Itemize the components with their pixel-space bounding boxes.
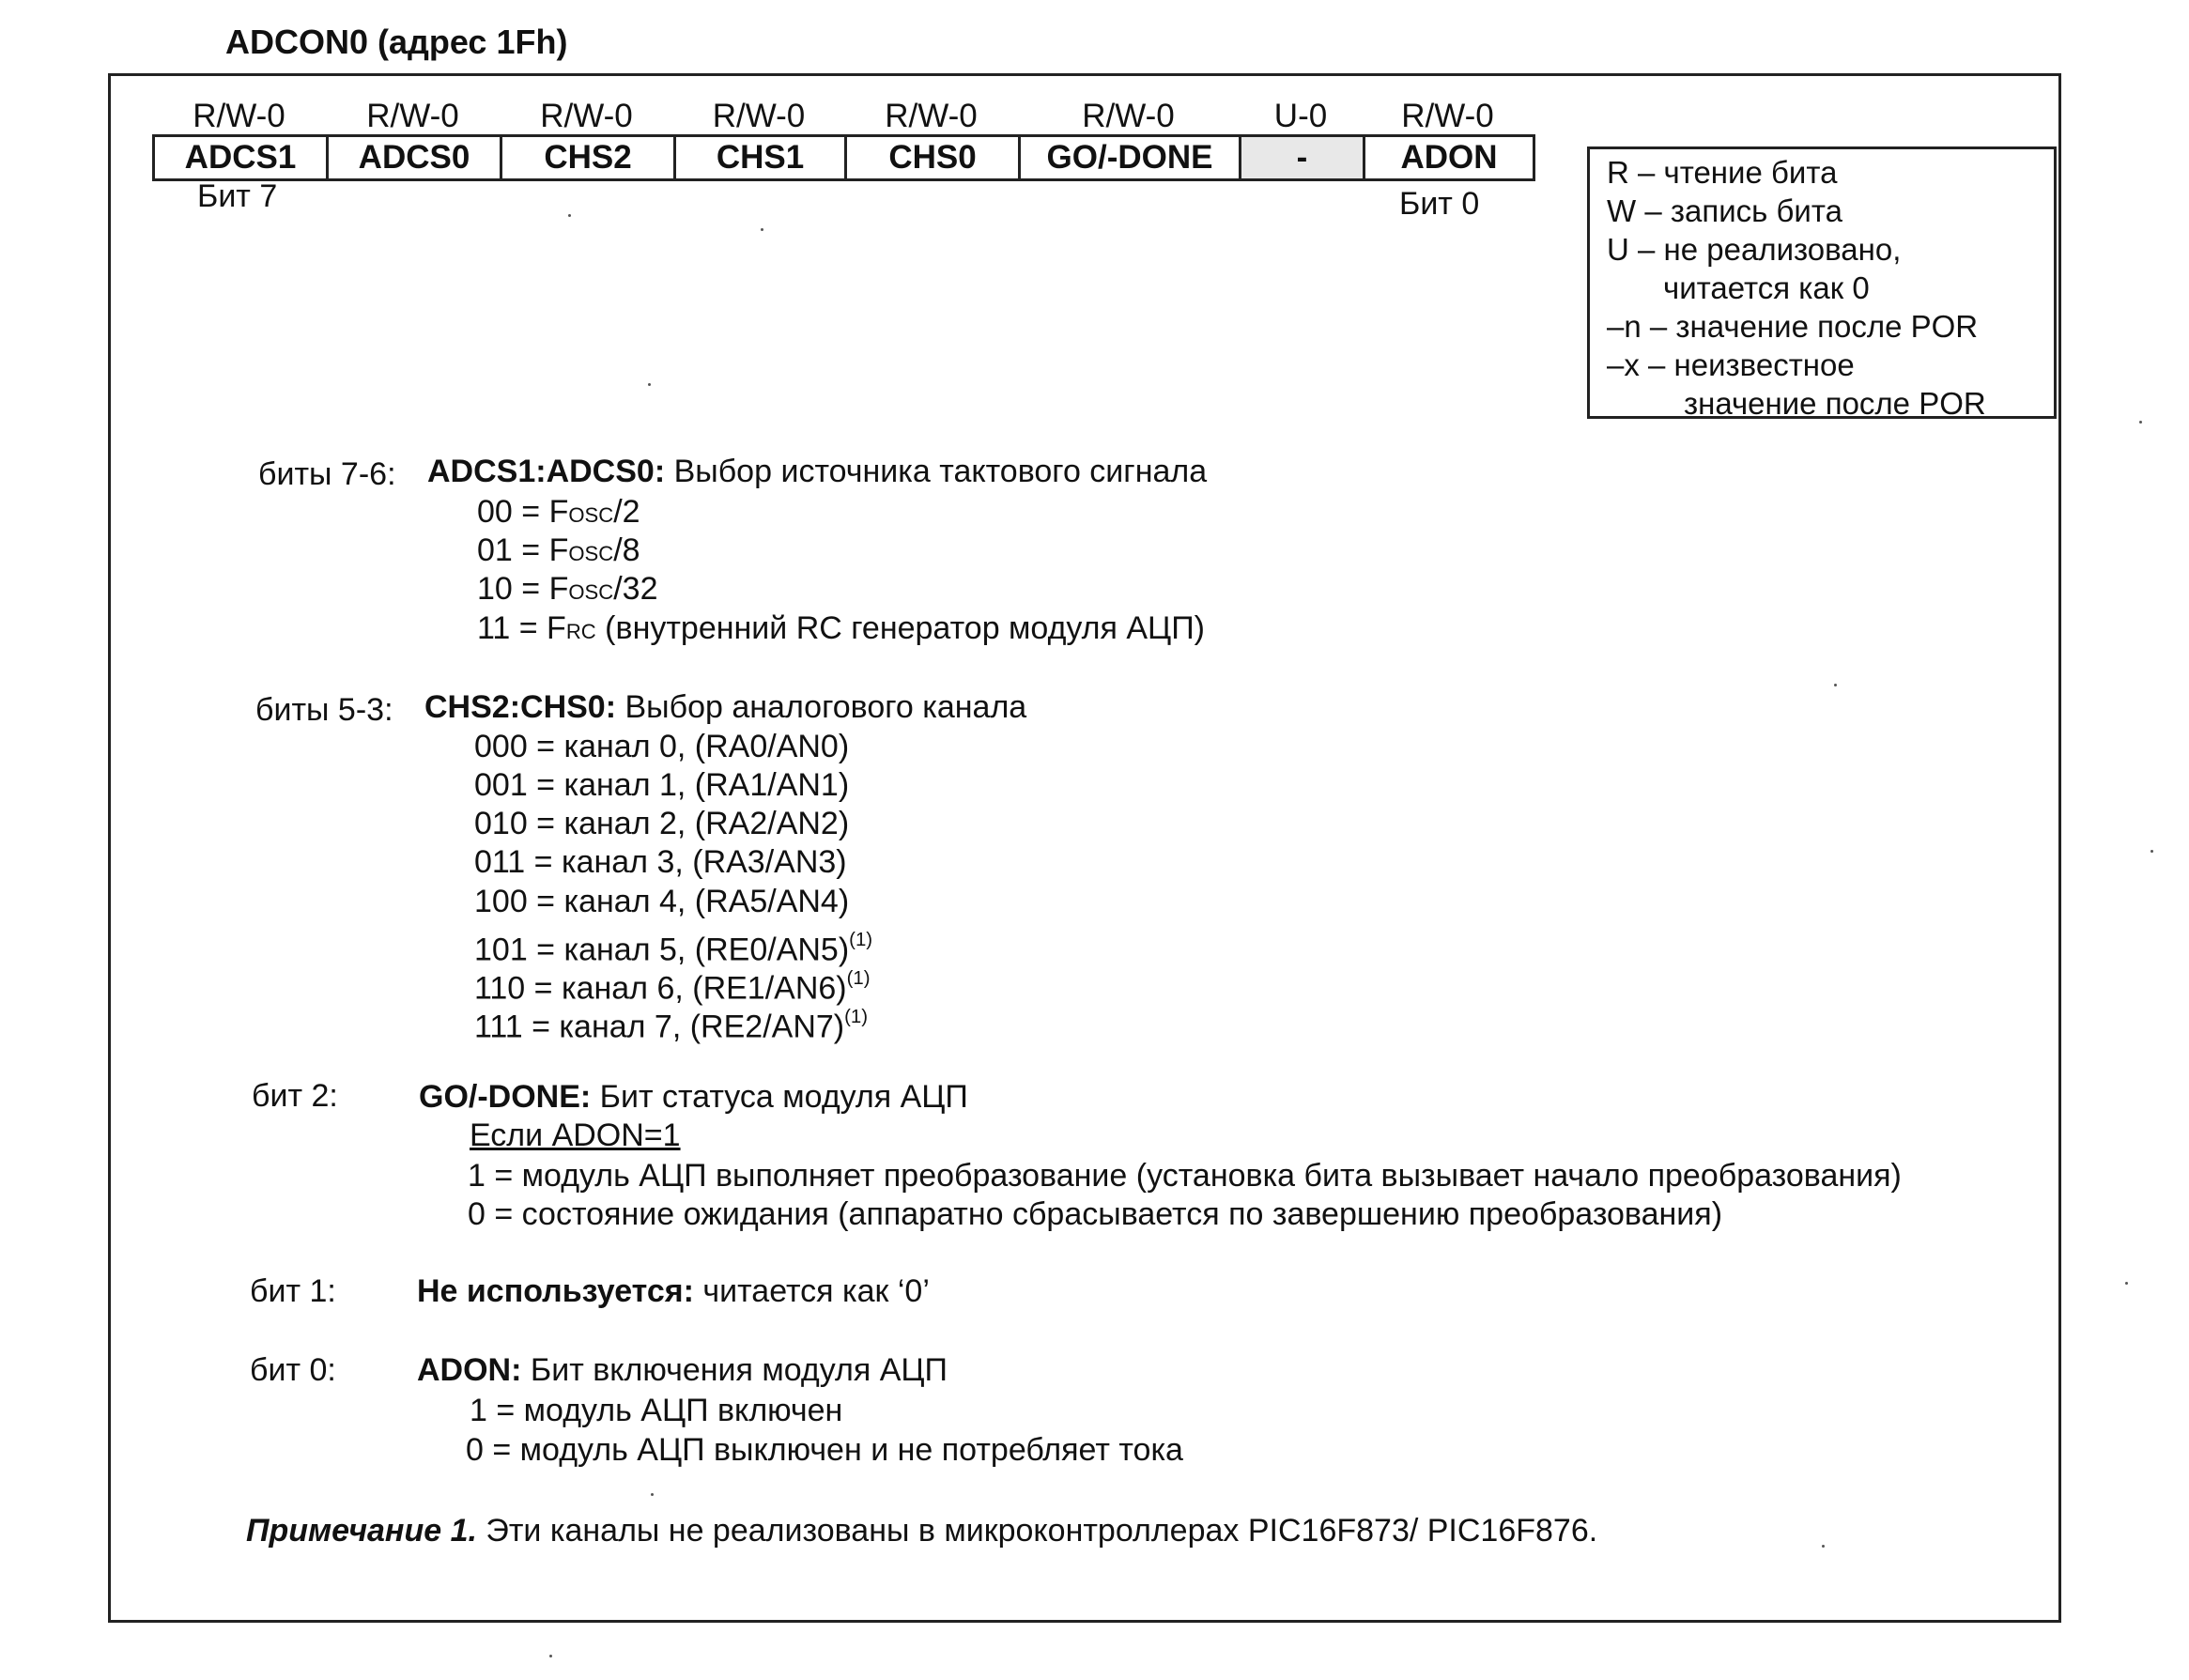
access-label: R/W-0: [366, 98, 459, 134]
section-label: биты 7-6:: [258, 456, 396, 492]
option-line: 000 = канал 0, (RA0/AN0): [474, 729, 850, 764]
section-label: бит 1:: [250, 1273, 336, 1309]
section-label: бит 2:: [252, 1078, 338, 1114]
bit0-label: Бит 0: [1399, 186, 1480, 222]
option-line: [477, 532, 640, 573]
option-line: 1 = модуль АЦП включен: [470, 1393, 843, 1428]
option-text: 101 = канал 5, (RE0/AN5): [474, 932, 850, 968]
legend-line: значение после POR: [1684, 386, 1986, 421]
bit-cell-chs0: CHS0: [846, 136, 1020, 180]
footnote: [246, 1512, 1597, 1550]
option-subscript: RC: [565, 620, 596, 643]
option-text: /8: [613, 532, 640, 568]
field-description: Выбор источника тактового сигнала: [673, 454, 1208, 489]
field-name: Не используется:: [417, 1273, 694, 1309]
scan-speck: [549, 1655, 552, 1657]
scan-speck: [648, 383, 651, 386]
section-heading: [419, 1078, 968, 1117]
bit-cell-go-done: GO/-DONE: [1020, 136, 1241, 180]
option-line: 001 = канал 1, (RA1/AN1): [474, 767, 850, 803]
option-text: 10 = F: [477, 571, 569, 607]
section-label: бит 0:: [250, 1352, 336, 1388]
bit-cell-adcs1: ADCS1: [154, 136, 328, 180]
option-text: (внутренний RC генератор модуля АЦП): [595, 610, 1205, 646]
scan-speck: [761, 228, 763, 231]
option-line: 0 = модуль АЦП выключен и не потребляет тока: [466, 1432, 1183, 1468]
section-heading: [417, 1272, 930, 1311]
access-label: R/W-0: [1401, 98, 1494, 134]
footnote-label: Примечание 1.: [246, 1513, 477, 1549]
footnote-mark: (1): [846, 968, 871, 989]
access-label: U-0: [1273, 98, 1328, 134]
option-subscript: OSC: [568, 580, 614, 604]
option-subscript: OSC: [568, 542, 614, 565]
bit-row: [154, 136, 1534, 180]
option-subscript: OSC: [568, 503, 614, 527]
section-heading: [427, 453, 1207, 491]
option-text: 11 = F: [477, 610, 566, 646]
option-text: 110 = канал 6, (RE1/AN6): [474, 970, 847, 1007]
field-description: Бит статуса модуля АЦП: [599, 1079, 968, 1115]
scan-speck: [2139, 421, 2142, 424]
option-text: /2: [613, 494, 640, 530]
option-line: 011 = канал 3, (RA3/AN3): [474, 844, 847, 880]
scan-speck: [2125, 1282, 2128, 1285]
option-line: [477, 570, 658, 611]
bit-cell-adcs0: ADCS0: [328, 136, 501, 180]
scan-speck: [568, 214, 571, 217]
access-label: R/W-0: [1082, 98, 1175, 134]
section-heading: [417, 1351, 948, 1390]
legend-box: [1587, 146, 2057, 419]
legend-line: –x – неизвестное: [1607, 347, 1855, 382]
bit-cell-chs2: CHS2: [501, 136, 675, 180]
bit-cell-chs1: CHS1: [675, 136, 846, 180]
option-text: /32: [613, 571, 658, 607]
condition-line: Если ADON=1: [470, 1117, 681, 1153]
option-text: 00 = F: [477, 494, 569, 530]
footnote-text: Эти каналы не реализованы в микроконтроллерах PIC16F873/ PIC16F876.: [486, 1513, 1598, 1549]
field-name: ADCS1:ADCS0:: [427, 454, 666, 489]
section-heading: [424, 688, 1026, 727]
legend-line: W – запись бита: [1607, 193, 1842, 228]
field-name: ADON:: [417, 1352, 522, 1388]
scan-speck: [2150, 850, 2153, 853]
scan-speck: [1822, 1545, 1825, 1548]
scan-speck: [1834, 684, 1837, 686]
legend-line: –n – значение после POR: [1607, 309, 1979, 344]
option-line: 0 = состояние ожидания (аппаратно сбрасывается по завершению преобразования): [468, 1196, 1723, 1232]
bit7-label: Бит 7: [197, 178, 278, 214]
option-line: 100 = канал 4, (RA5/AN4): [474, 884, 850, 919]
option-text: 01 = F: [477, 532, 569, 568]
scan-speck: [651, 1493, 654, 1496]
access-row: [152, 98, 1533, 135]
field-name: GO/-DONE:: [419, 1079, 592, 1115]
access-label: R/W-0: [885, 98, 978, 134]
access-label: R/W-0: [540, 98, 633, 134]
option-line: [477, 493, 640, 534]
register-bit-table: [152, 134, 1535, 181]
option-text: 111 = канал 7, (RE2/AN7): [474, 1009, 845, 1045]
option-line: 010 = канал 2, (RA2/AN2): [474, 806, 850, 841]
legend-line: U – не реализовано,: [1607, 232, 1902, 267]
legend-line: читается как 0: [1663, 270, 1870, 305]
register-title: ADCON0 (адрес 1Fh): [225, 23, 568, 61]
option-line: 1 = модуль АЦП выполняет преобразование (установка бита вызывает начало преобразования): [468, 1158, 1902, 1194]
field-description: читается как ‘0’: [702, 1273, 930, 1309]
section-label: биты 5-3:: [255, 692, 393, 728]
legend-line: R – чтение бита: [1607, 155, 1838, 190]
footnote-mark: (1): [849, 930, 873, 950]
access-label: R/W-0: [712, 98, 806, 134]
option-line: [474, 998, 868, 1046]
bit-cell-adon: ADON: [1364, 136, 1534, 180]
field-name: CHS2:CHS0:: [424, 689, 617, 725]
access-label: R/W-0: [193, 98, 285, 134]
bit-cell-unused: -: [1241, 136, 1364, 180]
footnote-mark: (1): [844, 1007, 869, 1027]
field-description: Выбор аналогового канала: [624, 689, 1027, 725]
option-line: [477, 609, 1205, 651]
field-description: Бит включения модуля АЦП: [530, 1352, 948, 1388]
